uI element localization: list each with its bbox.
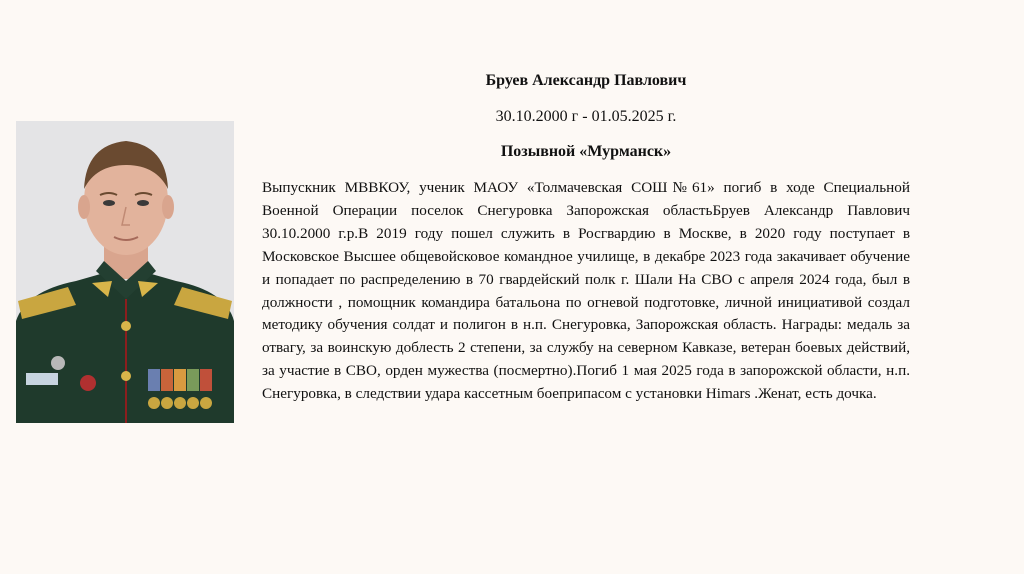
biography-text: Выпускник МВВКОУ, ученик МАОУ «Толмачевская СОШ№61» погиб в ходе Специальной Военной Операции поселок Снегуровка Запорожская областьБруев Александр Павлович 30.10.2000 г.р.В 2019 году пошел служить в Росгвардию в Москве, в 2020 году поступает в Московское Высшее общевойсковое командное училище, в декабре 2023 года закачивает обучение и попадает по распределению в 70 гвардейский полк г. Шали На СВО с апреля 2024 года, был в должности , помощник командира батальона по огневой подготовке, личной инициативой создал методику обучения солдат и полигон в н.п. Снегуровка, Запорожская область. Награды: медаль за отвагу, за воинскую доблесть 2 степени, за службу на северном Кавказе, ветеран боевых действий, за участие в СВО, орден мужества (посмертно).Погиб 1 мая 2025 года в запорожской области, н.п. Снегуровка, в следствии удара кассетным боеприпасом с установки Himars .Женат, есть дочка. bbox=[262, 179, 910, 403]
callsign: Позывной «Мурманск» bbox=[500, 143, 672, 160]
life-dates: 30.10.2000 г - 01.05.2025 г. bbox=[495, 108, 677, 125]
portrait-photo bbox=[16, 121, 234, 423]
person-name: Бруев Александр Павлович bbox=[485, 72, 687, 89]
